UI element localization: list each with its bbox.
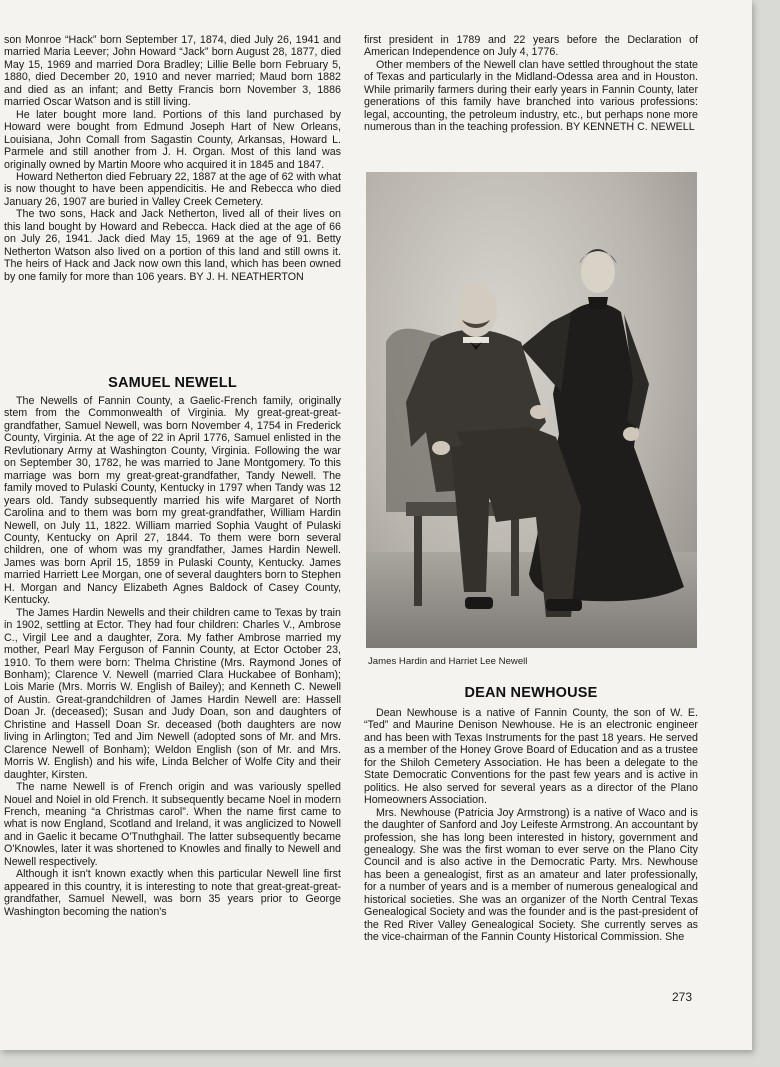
portrait-illustration	[366, 172, 697, 648]
paragraph: The name Newell is of French origin and was variously spelled Nouel and Noiel in old French. It subsequently became Noel in modern French, meaning “a Christmas carol”. When the name first came to what is now England, Scotland and Ireland, it was anglicized to Nowell and in Gaelic it became O'Tnuthghail. The latter subsequently became O'Knowles, later it was shortened to Knowles and finally to Newell and Newell respectively.	[4, 781, 341, 868]
left-column-continuation	[4, 34, 341, 283]
dean-newhouse-body	[364, 707, 698, 944]
paragraph: Dean Newhouse is a native of Fannin County, the son of W. E. “Ted” and Maurine Denison Newhouse. He is an electronic engineer and has been with Texas Instruments for the past 18 years. He served as a member of the Honey Grove Board of Education and as a trustee for the Shiloh Cemetery Association. He has been a delegate to the State Democratic Conventions for the past few years and is active in politics. He also served for several years as a director of the Plano Homeowners Association.	[364, 707, 698, 807]
paragraph: Although it isn't known exactly when this particular Newell line first appeared in this country, it is interesting to note that great-great-great-grandfather, Samuel Newell, was born 35 years prior to George Washington becoming the nation's	[4, 868, 341, 918]
samuel-newell-body	[4, 395, 341, 918]
right-column-continuation	[364, 34, 698, 134]
paragraph: He later bought more land. Portions of this land purchased by Howard were bought from Edmund Joseph Hart of New Orleans, Louisiana, John Comall from Sagastin County, Arkansas, Howard L. Parmele and still another from J. H. Organ. Most of this land was originally owned by Martin Moore who acquired it in 1845 and 1847.	[4, 108, 341, 171]
paragraph: Other members of the Newell clan have settled throughout the state of Texas and particularly in the Midland-Odessa area and in Houston. While primarily farmers during their early years in Fannin County, later generations of this family have branched into various professions: legal, accounting, the petroleum industry, etc., but perhaps none more numerous than in the teaching profession. BY KENNETH C. NEWELL	[364, 58, 698, 134]
paragraph: first president in 1789 and 22 years before the Declaration of American Independence on July 4, 1776.	[364, 34, 698, 59]
paragraph: The Newells of Fannin County, a Gaelic-French family, originally stem from the Commonwealth of Virginia. My great-great-great-grandfather, Samuel Newell, was born November 4, 1754 in Frederick County, Virginia. At the age of 22 in April 1776, Samuel enlisted in the Revlutionary Army at Washington County, Virginia. Following the war on September 30, 1782, he was married to Jane Montgomery. To this marriage was born my great-great-grandfather, Tandy Newell. The family moved to Pulaski County, Kentucky in 1797 when Tandy was 12 years old. Tandy subsequently married his wife Margaret of North Carolina and to them was born my great-grandfather, William Hardin Newell, on July 11, 1822. William married Sophia Vaught of Pulaski County, Kentucky on April 27, 1844. To them were born several children, one of whom was my grandfather, James Hardin Newell. James was born April 15, 1859 in Pulaski County, Kentucky. James married Harriett Lee Morgan, one of several daughters born to Stephen H. Morgan and Nancy Elizabeth Agnes Baldock of Casey County, Kentucky.	[4, 395, 341, 607]
paragraph: Mrs. Newhouse (Patricia Joy Armstrong) is a native of Waco and is the daughter of Sanford and Joy Leifeste Armstrong. An accountant by profession, she has long been interested in history, government and genealogy. She was the first woman to ever serve on the Plano City Council and is also active in the Democratic Party. Mrs. Newhouse has been a genealogist, first as an amateur and later professionally, for a number of years and is a member of numerous genealogical and historical societies. She was an organizer of the North Central Texas Genealogical Society and was the founder and is the past-president of the Red River Valley Genealogical Society. She currently serves as the vice-chairman of the Fannin County Historical Commission. She	[364, 806, 698, 944]
paragraph: Howard Netherton died February 22, 1887 at the age of 62 with what is now thought to have been appendicitis. He and Rebecca who died January 26, 1907 are buried in Valley Creek Cemetery.	[4, 170, 341, 208]
paragraph: son Monroe “Hack” born September 17, 1874, died July 26, 1941 and married Maria Leever; John Howard “Jack” born August 28, 1877, died May 15, 1969 and married Dora Bradley; Lillie Belle born February 5, 1880, died December 20, 1910 and never married; Maud born 1882 and died as an infant; and Betty Francis born November 3, 1886 married Oscar Watson and is still living.	[4, 34, 341, 109]
page-number: 273	[672, 990, 693, 1004]
section-heading-dean-newhouse: DEAN NEWHOUSE	[464, 685, 598, 701]
photo-caption: James Hardin and Harriet Lee Newell	[368, 656, 528, 667]
section-heading-samuel-newell: SAMUEL NEWELL	[108, 375, 237, 391]
portrait-photo	[366, 172, 697, 648]
paragraph: The two sons, Hack and Jack Netherton, lived all of their lives on this land bought by Howard and Rebecca. Hack died at the age of 66 on July 26, 1941. Jack died May 15, 1969 at the age of 91. Betty Netherton Watson also lived on a portion of this land and still owns it. The heirs of Hack and Jack now own this land, which has been owned by one family for more than 106 years. BY J. H. NEATHERTON	[4, 208, 341, 283]
paragraph: The James Hardin Newells and their children came to Texas by train in 1902, settling at Ector. They had four children: Charles V., Ambrose C., Virgil Lee and a daughter, Zora. My father Ambrose married my mother, Pearl May Ferguson of Fannin County, at Ector October 23, 1910. To them were born: Thelma Christine (Mrs. Raymond Jones of Bonham); Clarence V. Newell (married Clara Huckabee of Bonham); Lois Marie (Mrs. Morris W. English of Bailey); and Kenneth C. Newell of Austin. Great-grandchildren of James Hardin Newell are: Hassell Doan Jr. (deceased); Susan and Judy Doan, son and daughters of Christine and Hassell Doan Sr. deceased (both daughters are now living in Arlington; Ted and Jim Newell (adopted sons of Mr. and Mrs. Clarence Newell of Bonham); Weldon English (son of Mr. and Mrs. Morris W. English) and his wife, Linda Belcher of Wolfe City and their daughter, Kirsten.	[4, 606, 341, 781]
